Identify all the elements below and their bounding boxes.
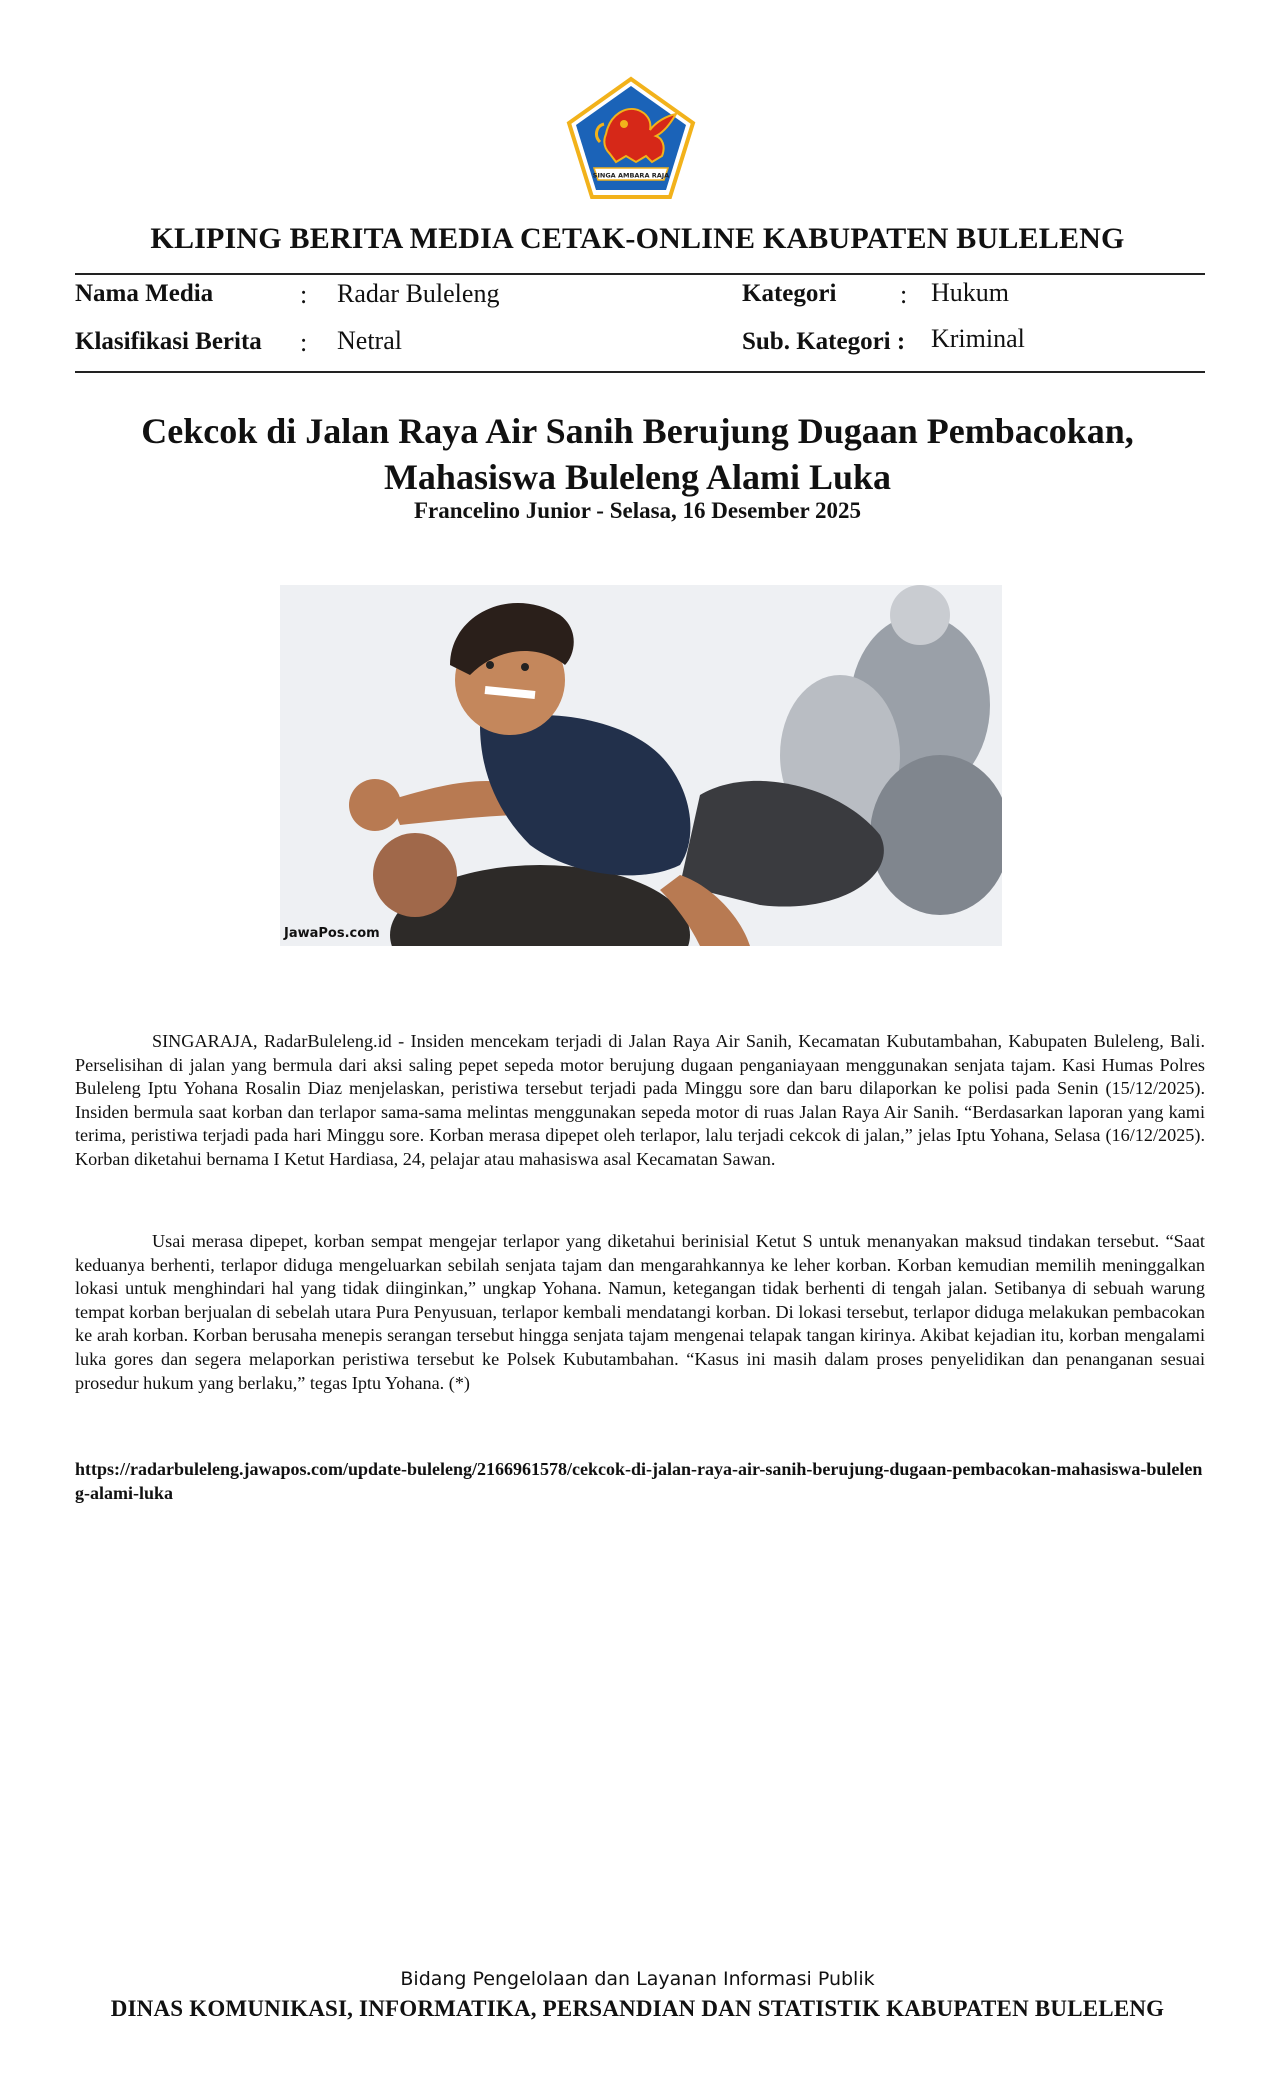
- subcategory-label: Sub. Kategori :: [742, 328, 906, 355]
- article-paragraph-1: [75, 1030, 1205, 1172]
- media-label: Nama Media: [75, 280, 214, 307]
- article-paragraph-2: [75, 1230, 1205, 1395]
- footer-agency: DINAS KOMUNIKASI, INFORMATIKA, PERSANDIAN DAN STATISTIK KABUPATEN BULELENG: [110, 1996, 1165, 2021]
- image-watermark: JawaPos.com: [284, 926, 380, 941]
- classification-separator: :: [300, 328, 308, 357]
- footer-department: Bidang Pengelolaan dan Layanan Informasi Publik: [400, 1968, 875, 1990]
- headline-line-1: Cekcok di Jalan Raya Air Sanih Berujung Dugaan Pembacokan,: [141, 411, 1134, 451]
- source-link[interactable]: https://radarbuleleng.jawapos.com/update-buleleng/2166961578/cekcok-di-jalan-raya-air-sanih-berujung-dugaan-pembacokan-mahasiswa-buleleng-alami-luka: [75, 1459, 1203, 1503]
- category-separator: :: [900, 280, 908, 309]
- category-value: Hukum: [931, 278, 1009, 307]
- paragraph-2-text: Usai merasa dipepet, korban sempat mengejar terlapor yang diketahui berinisial Ketut S untuk menanyakan maksud tindakan tersebut. “Saat keduanya berhenti, terlapor diduga mengeluarkan sebilah senjata tajam dan mengarahkannya ke leher korban. Korban kemudian memilih meninggalkan lokasi untuk menghindari hal yang tidak diinginkan,” ungkap Yohana. Namun, ketegangan tidak berhenti di tengah jalan. Setibanya di sebuah warung tempat korban berjualan di sebelah utara Pura Penyusuan, terlapor kembali mendatangi korban. Di lokasi tersebut, terlapor diduga melakukan pembacokan ke arah korban. Korban berusaha menepis serangan tersebut hingga senjata tajam mengenai telapak tangan kirinya. Akibat kejadian itu, korban mengalami luka gores dan segera melaporkan peristiwa tersebut ke Polsek Kubutambahan. “Kasus ini masih dalam proses penyelidikan dan penanganan sesuai prosedur hukum yang berlaku,” tegas Iptu Yohana. (*): [75, 1231, 1205, 1393]
- article-byline: Francelino Junior - Selasa, 16 Desember 2025: [414, 498, 861, 523]
- category-label: Kategori: [742, 280, 837, 307]
- classification-value: Netral: [337, 326, 402, 355]
- paragraph-1-text: SINGARAJA, RadarBuleleng.id - Insiden mencekam terjadi di Jalan Raya Air Sanih, Kecamatan Kubutambahan, Kabupaten Buleleng, Bali. Perselisihan di jalan yang bermula dari aksi saling pepet sepeda motor berujung dugaan penganiayaan menggunakan senjata tajam. Kasi Humas Polres Buleleng Iptu Yohana Rosalin Diaz menjelaskan, peristiwa tersebut terjadi pada Minggu sore dan baru dilaporkan ke polisi pada Senin (15/12/2025). Insiden bermula saat korban dan terlapor sama-sama melintas menggunakan sepeda motor di ruas Jalan Raya Air Sanih. “Berdasarkan laporan yang kami terima, peristiwa terjadi pada hari Minggu sore. Korban merasa dipepet oleh terlapor, lalu terjadi cekcok di jalan,” jelas Iptu Yohana, Selasa (16/12/2025). Korban diketahui bernama I Ketut Hardiasa, 24, pelajar atau mahasiswa asal Kecamatan Sawan.: [75, 1031, 1205, 1169]
- media-separator: :: [300, 280, 308, 309]
- top-divider: [75, 273, 1205, 275]
- media-value: Radar Buleleng: [337, 279, 500, 308]
- headline-line-2: Mahasiswa Buleleng Alami Luka: [383, 457, 892, 497]
- subcategory-value: Kriminal: [931, 324, 1025, 353]
- emblem-ribbon-text: SINGA AMBARA RAJA: [592, 171, 670, 180]
- bottom-divider: [75, 371, 1205, 373]
- article-illustration: [280, 585, 1002, 946]
- article-headline: [75, 408, 1200, 500]
- classification-label: Klasifikasi Berita: [75, 328, 262, 355]
- buleleng-emblem-logo: [566, 76, 696, 200]
- document-title: KLIPING BERITA MEDIA CETAK-ONLINE KABUPATEN BULELENG: [150, 222, 1125, 255]
